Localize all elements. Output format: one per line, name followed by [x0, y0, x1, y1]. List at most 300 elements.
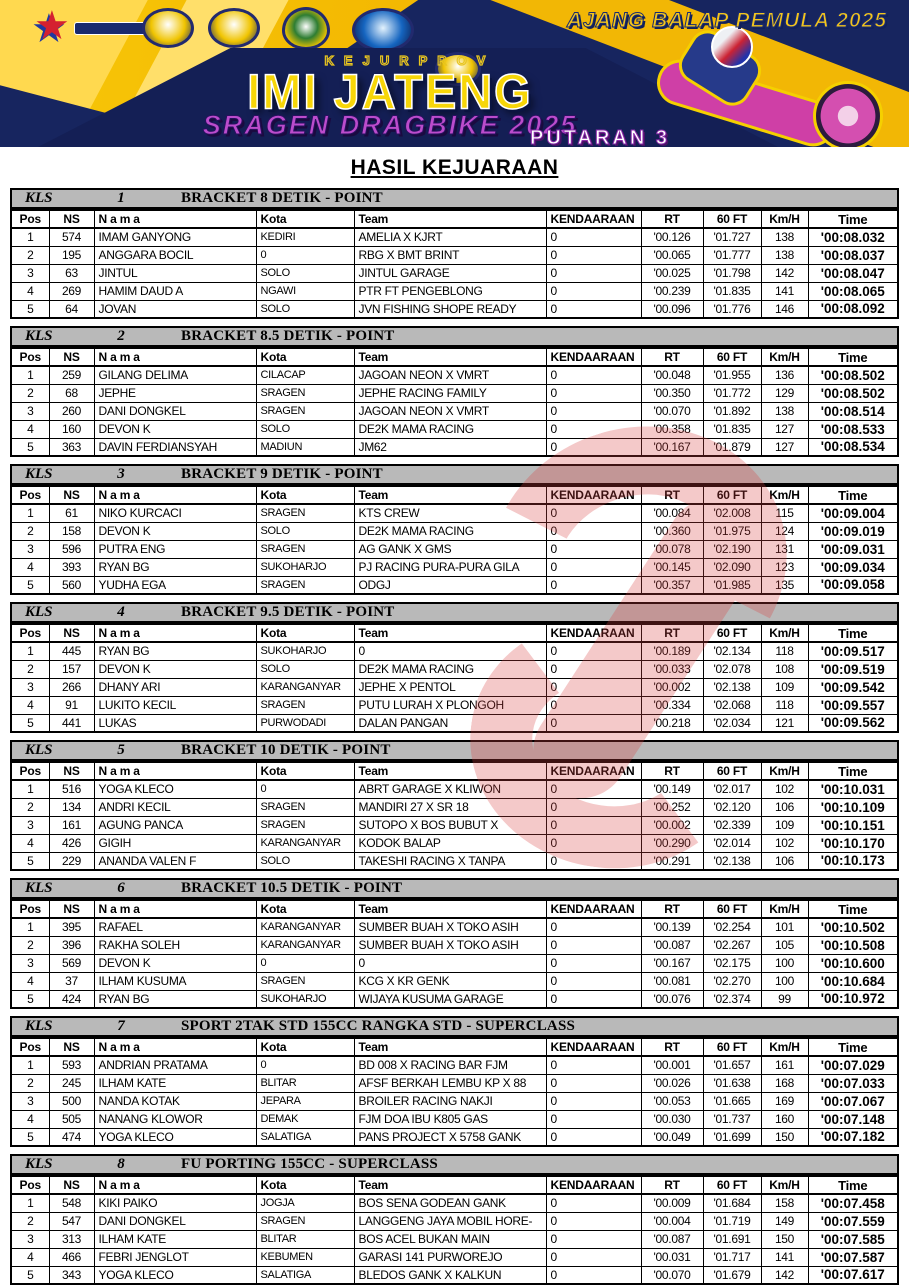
cell-kota: BLITAR: [256, 1074, 354, 1092]
cell-kmh: 127: [761, 420, 808, 438]
cell-kendaraan: 0: [546, 1230, 641, 1248]
cell-time: '00:07.458: [808, 1194, 898, 1212]
result-row: [11, 1056, 898, 1074]
cell-kota: SRAGEN: [256, 696, 354, 714]
cell-rt: '00.252: [641, 798, 703, 816]
cell-nama: RYAN BG: [94, 990, 256, 1008]
cell-time: '00:08.032: [808, 228, 898, 246]
cell-time: '00:07.067: [808, 1092, 898, 1110]
cell-ns: 445: [49, 642, 94, 660]
column-header-nama: N a m a: [94, 900, 256, 918]
column-header-time: Time: [808, 486, 898, 504]
cell-pos: 1: [11, 642, 49, 660]
header-row: [11, 1176, 898, 1194]
cell-pos: 1: [11, 228, 49, 246]
results-table: [10, 623, 899, 733]
cell-time: '00:08.502: [808, 366, 898, 384]
banner-main-title: IMI JATENG: [247, 63, 533, 120]
cell-kendaraan: 0: [546, 972, 641, 990]
result-row: [11, 504, 898, 522]
cell-time: '00:08.533: [808, 420, 898, 438]
cell-ns: 157: [49, 660, 94, 678]
column-header-pos: Pos: [11, 486, 49, 504]
class-header-band: [10, 1154, 899, 1175]
column-header-nama: N a m a: [94, 348, 256, 366]
cell-rt: '00.070: [641, 402, 703, 420]
result-row: [11, 540, 898, 558]
cell-rt: '00.001: [641, 1056, 703, 1074]
cell-team: BD 008 X RACING BAR FJM: [354, 1056, 546, 1074]
cell-kendaraan: 0: [546, 816, 641, 834]
cell-ns: 574: [49, 228, 94, 246]
column-header-kmh: Km/H: [761, 1176, 808, 1194]
cell-team: 0: [354, 642, 546, 660]
cell-pos: 1: [11, 1056, 49, 1074]
result-row: [11, 954, 898, 972]
cell-pos: 1: [11, 1194, 49, 1212]
class-header-band: [10, 326, 899, 347]
cell-time: '00:09.058: [808, 576, 898, 594]
class-kls-label: KLS: [25, 880, 53, 896]
cell-ns: 426: [49, 834, 94, 852]
cell-ns: 245: [49, 1074, 94, 1092]
cell-60ft: '02.190: [703, 540, 761, 558]
cell-ns: 593: [49, 1056, 94, 1074]
cell-ns: 61: [49, 504, 94, 522]
class-title: SPORT 2TAK STD 155CC RANGKA STD - SUPERCLASS: [181, 1018, 576, 1034]
cell-kota: SOLO: [256, 300, 354, 318]
cell-rt: '00.030: [641, 1110, 703, 1128]
cell-nama: JINTUL: [94, 264, 256, 282]
column-header-kmh: Km/H: [761, 1038, 808, 1056]
class-header-band: [10, 602, 899, 623]
results-table: [10, 1037, 899, 1147]
cell-team: BROILER RACING NAKJI: [354, 1092, 546, 1110]
column-header-kendaraan: KENDAARAAN: [546, 486, 641, 504]
column-header-kendaraan: KENDAARAAN: [546, 900, 641, 918]
results-body: [11, 918, 898, 1008]
cell-time: '00:10.109: [808, 798, 898, 816]
header-row: [11, 1038, 898, 1056]
cell-kendaraan: 0: [546, 918, 641, 936]
result-row: [11, 576, 898, 594]
cell-pos: 2: [11, 1212, 49, 1230]
cell-60ft: '02.008: [703, 504, 761, 522]
cell-rt: '00.070: [641, 1266, 703, 1284]
result-row: [11, 228, 898, 246]
cell-kendaraan: 0: [546, 228, 641, 246]
class-number: 8: [117, 1156, 125, 1172]
result-row: [11, 696, 898, 714]
star-logo-icon: ★: [34, 4, 70, 48]
cell-rt: '00.004: [641, 1212, 703, 1230]
cell-team: FJM DOA IBU K805 GAS: [354, 1110, 546, 1128]
cell-pos: 5: [11, 438, 49, 456]
cell-nama: NIKO KURCACI: [94, 504, 256, 522]
cell-ns: 516: [49, 780, 94, 798]
cell-nama: ANGGARA BOCIL: [94, 246, 256, 264]
column-header-team: Team: [354, 762, 546, 780]
class-section: [10, 602, 899, 733]
cell-nama: LUKITO KECIL: [94, 696, 256, 714]
cell-time: '00:08.092: [808, 300, 898, 318]
cell-time: '00:09.004: [808, 504, 898, 522]
cell-rt: '00.291: [641, 852, 703, 870]
cell-kendaraan: 0: [546, 660, 641, 678]
cell-kmh: 141: [761, 1248, 808, 1266]
cell-60ft: '02.339: [703, 816, 761, 834]
cell-ns: 313: [49, 1230, 94, 1248]
cell-time: '00:07.029: [808, 1056, 898, 1074]
column-header-rt: RT: [641, 210, 703, 228]
cell-time: '00:07.559: [808, 1212, 898, 1230]
cell-nama: ANDRI KECIL: [94, 798, 256, 816]
cell-kendaraan: 0: [546, 282, 641, 300]
cell-60ft: '01.985: [703, 576, 761, 594]
cell-pos: 3: [11, 816, 49, 834]
column-header-60ft: 60 FT: [703, 900, 761, 918]
cell-kota: SRAGEN: [256, 402, 354, 420]
banner-series: KEJURPROV: [324, 53, 496, 68]
cell-kmh: 118: [761, 696, 808, 714]
cell-rt: '00.149: [641, 780, 703, 798]
cell-nama: RYAN BG: [94, 558, 256, 576]
class-kls-label: KLS: [25, 1156, 53, 1172]
cell-pos: 5: [11, 576, 49, 594]
column-header-kmh: Km/H: [761, 900, 808, 918]
cell-team: SUMBER BUAH X TOKO ASIH: [354, 918, 546, 936]
column-header-rt: RT: [641, 762, 703, 780]
column-header-60ft: 60 FT: [703, 210, 761, 228]
cell-time: '00:07.587: [808, 1248, 898, 1266]
cell-team: KTS CREW: [354, 504, 546, 522]
cell-kota: 0: [256, 954, 354, 972]
cell-team: DE2K MAMA RACING: [354, 420, 546, 438]
cell-kmh: 108: [761, 660, 808, 678]
cell-ns: 158: [49, 522, 94, 540]
result-row: [11, 438, 898, 456]
cell-kendaraan: 0: [546, 1074, 641, 1092]
shield-badge-icon: [282, 7, 330, 50]
cell-time: '00:07.033: [808, 1074, 898, 1092]
cell-60ft: '01.665: [703, 1092, 761, 1110]
cell-team: DALAN PANGAN: [354, 714, 546, 732]
cell-kendaraan: 0: [546, 246, 641, 264]
result-row: [11, 1092, 898, 1110]
cell-60ft: '01.691: [703, 1230, 761, 1248]
cell-ns: 91: [49, 696, 94, 714]
cell-nama: YOGA KLECO: [94, 1128, 256, 1146]
result-row: [11, 816, 898, 834]
class-title: BRACKET 10 DETIK - POINT: [181, 742, 391, 758]
column-header-team: Team: [354, 900, 546, 918]
cell-ns: 134: [49, 798, 94, 816]
cell-pos: 1: [11, 504, 49, 522]
cell-ns: 68: [49, 384, 94, 402]
result-row: [11, 282, 898, 300]
cell-60ft: '02.134: [703, 642, 761, 660]
result-row: [11, 366, 898, 384]
cell-rt: '00.218: [641, 714, 703, 732]
cell-time: '00:07.585: [808, 1230, 898, 1248]
column-header-kendaraan: KENDAARAAN: [546, 348, 641, 366]
column-header-kota: Kota: [256, 1176, 354, 1194]
cell-kmh: 158: [761, 1194, 808, 1212]
cell-time: '00:09.542: [808, 678, 898, 696]
cell-kota: SOLO: [256, 852, 354, 870]
result-row: [11, 1212, 898, 1230]
column-header-time: Time: [808, 1176, 898, 1194]
cell-ns: 560: [49, 576, 94, 594]
class-header-band: [10, 740, 899, 761]
cell-60ft: '02.138: [703, 852, 761, 870]
cell-time: '00:08.037: [808, 246, 898, 264]
cell-60ft: '01.892: [703, 402, 761, 420]
cell-60ft: '02.175: [703, 954, 761, 972]
results-body: [11, 1056, 898, 1146]
cell-team: JAGOAN NEON X VMRT: [354, 402, 546, 420]
class-header-band: [10, 878, 899, 899]
cell-kmh: 146: [761, 300, 808, 318]
cell-ns: 395: [49, 918, 94, 936]
column-header-time: Time: [808, 210, 898, 228]
cell-kendaraan: 0: [546, 576, 641, 594]
cell-kota: SOLO: [256, 420, 354, 438]
class-number: 1: [117, 190, 125, 206]
cell-rt: '00.081: [641, 972, 703, 990]
cell-ns: 37: [49, 972, 94, 990]
cell-time: '00:09.031: [808, 540, 898, 558]
cell-team: JVN FISHING SHOPE READY: [354, 300, 546, 318]
cell-60ft: '01.657: [703, 1056, 761, 1074]
cell-ns: 424: [49, 990, 94, 1008]
class-number: 2: [117, 328, 125, 344]
cell-rt: '00.002: [641, 678, 703, 696]
class-section: [10, 1016, 899, 1147]
cell-60ft: '02.267: [703, 936, 761, 954]
cell-nama: RYAN BG: [94, 642, 256, 660]
cell-kendaraan: 0: [546, 402, 641, 420]
result-row: [11, 1074, 898, 1092]
cell-kendaraan: 0: [546, 438, 641, 456]
cell-nama: DANI DONGKEL: [94, 402, 256, 420]
cell-pos: 2: [11, 246, 49, 264]
cell-kendaraan: 0: [546, 642, 641, 660]
cell-team: JM62: [354, 438, 546, 456]
results-body: [11, 228, 898, 318]
class-title: BRACKET 9 DETIK - POINT: [181, 466, 383, 482]
cell-pos: 5: [11, 1266, 49, 1284]
cell-team: WIJAYA KUSUMA GARAGE: [354, 990, 546, 1008]
class-number: 5: [117, 742, 125, 758]
result-row: [11, 660, 898, 678]
cell-team: MANDIRI 27 X SR 18: [354, 798, 546, 816]
cell-pos: 5: [11, 714, 49, 732]
cell-kendaraan: 0: [546, 558, 641, 576]
cell-kota: 0: [256, 246, 354, 264]
cell-nama: YOGA KLECO: [94, 1266, 256, 1284]
cell-nama: ANANDA VALEN F: [94, 852, 256, 870]
results-tables: [0, 188, 909, 1285]
cell-60ft: '01.798: [703, 264, 761, 282]
results-table: [10, 1175, 899, 1285]
cell-time: '00:07.182: [808, 1128, 898, 1146]
column-header-nama: N a m a: [94, 210, 256, 228]
column-header-60ft: 60 FT: [703, 624, 761, 642]
cell-nama: AGUNG PANCA: [94, 816, 256, 834]
cell-kota: SOLO: [256, 264, 354, 282]
cell-rt: '00.350: [641, 384, 703, 402]
cell-kendaraan: 0: [546, 504, 641, 522]
cell-kota: KARANGANYAR: [256, 678, 354, 696]
cell-ns: 393: [49, 558, 94, 576]
cell-kota: CILACAP: [256, 366, 354, 384]
cell-rt: '00.002: [641, 816, 703, 834]
cell-time: '00:10.151: [808, 816, 898, 834]
cell-team: KCG X KR GENK: [354, 972, 546, 990]
cell-kmh: 121: [761, 714, 808, 732]
cell-ns: 229: [49, 852, 94, 870]
cell-ns: 474: [49, 1128, 94, 1146]
cell-60ft: '01.737: [703, 1110, 761, 1128]
column-header-kmh: Km/H: [761, 210, 808, 228]
cell-kota: SALATIGA: [256, 1128, 354, 1146]
cell-kota: SRAGEN: [256, 576, 354, 594]
cell-kmh: 135: [761, 576, 808, 594]
cell-60ft: '01.879: [703, 438, 761, 456]
column-header-team: Team: [354, 348, 546, 366]
cell-kendaraan: 0: [546, 714, 641, 732]
cell-pos: 3: [11, 402, 49, 420]
column-header-pos: Pos: [11, 1176, 49, 1194]
cell-pos: 5: [11, 300, 49, 318]
cell-ns: 195: [49, 246, 94, 264]
cell-rt: '00.053: [641, 1092, 703, 1110]
banner-tagline: AJANG BALAP PEMULA 2025: [566, 9, 887, 32]
cell-team: AMELIA X KJRT: [354, 228, 546, 246]
cell-pos: 5: [11, 990, 49, 1008]
cell-nama: DAVIN FERDIANSYAH: [94, 438, 256, 456]
cell-team: LANGGENG JAYA MOBIL HORE-: [354, 1212, 546, 1230]
header-row: [11, 348, 898, 366]
cell-pos: 4: [11, 1248, 49, 1266]
column-header-kmh: Km/H: [761, 348, 808, 366]
cell-kendaraan: 0: [546, 1194, 641, 1212]
cell-kota: PURWODADI: [256, 714, 354, 732]
class-title: BRACKET 8.5 DETIK - POINT: [181, 328, 395, 344]
column-header-ns: NS: [49, 348, 94, 366]
cell-rt: '00.126: [641, 228, 703, 246]
cell-pos: 4: [11, 558, 49, 576]
column-header-team: Team: [354, 1038, 546, 1056]
class-section: [10, 740, 899, 871]
cell-ns: 396: [49, 936, 94, 954]
cell-nama: LUKAS: [94, 714, 256, 732]
cell-kota: MADIUN: [256, 438, 354, 456]
cell-kmh: 102: [761, 834, 808, 852]
cell-time: '00:10.502: [808, 918, 898, 936]
cell-kendaraan: 0: [546, 1248, 641, 1266]
cell-rt: '00.358: [641, 420, 703, 438]
cell-time: '00:09.519: [808, 660, 898, 678]
results-table: [10, 761, 899, 871]
cell-time: '00:09.562: [808, 714, 898, 732]
cell-pos: 4: [11, 834, 49, 852]
result-row: [11, 264, 898, 282]
result-row: [11, 300, 898, 318]
class-section: [10, 326, 899, 457]
result-row: [11, 990, 898, 1008]
cell-rt: '00.360: [641, 522, 703, 540]
column-header-time: Time: [808, 1038, 898, 1056]
cell-nama: NANANG KLOWOR: [94, 1110, 256, 1128]
cell-time: '00:08.065: [808, 282, 898, 300]
cell-kmh: 106: [761, 852, 808, 870]
cell-kendaraan: 0: [546, 384, 641, 402]
column-header-team: Team: [354, 624, 546, 642]
cell-time: '00:09.034: [808, 558, 898, 576]
class-section: [10, 878, 899, 1009]
column-header-kmh: Km/H: [761, 486, 808, 504]
cell-team: BLEDOS GANK X KALKUN: [354, 1266, 546, 1284]
cell-60ft: '02.017: [703, 780, 761, 798]
column-header-kota: Kota: [256, 210, 354, 228]
cell-pos: 3: [11, 264, 49, 282]
cell-kota: SUKOHARJO: [256, 642, 354, 660]
class-header-band: [10, 188, 899, 209]
cell-kota: SOLO: [256, 522, 354, 540]
cell-60ft: '01.776: [703, 300, 761, 318]
cell-kmh: 99: [761, 990, 808, 1008]
cell-pos: 2: [11, 660, 49, 678]
cell-rt: '00.290: [641, 834, 703, 852]
cell-rt: '00.357: [641, 576, 703, 594]
cell-team: BOS SENA GODEAN GANK: [354, 1194, 546, 1212]
cell-60ft: '02.034: [703, 714, 761, 732]
column-header-kendaraan: KENDAARAAN: [546, 1038, 641, 1056]
cell-ns: 64: [49, 300, 94, 318]
cell-pos: 1: [11, 366, 49, 384]
cell-kmh: 100: [761, 972, 808, 990]
cell-nama: RAKHA SOLEH: [94, 936, 256, 954]
class-kls-label: KLS: [25, 1018, 53, 1034]
cell-nama: DEVON K: [94, 420, 256, 438]
header-row: [11, 900, 898, 918]
column-header-60ft: 60 FT: [703, 348, 761, 366]
column-header-pos: Pos: [11, 624, 49, 642]
cell-kendaraan: 0: [546, 696, 641, 714]
class-title: BRACKET 8 DETIK - POINT: [181, 190, 383, 206]
cell-pos: 4: [11, 282, 49, 300]
cell-team: JINTUL GARAGE: [354, 264, 546, 282]
result-row: [11, 1110, 898, 1128]
cell-kendaraan: 0: [546, 366, 641, 384]
cell-rt: '00.189: [641, 642, 703, 660]
cell-kmh: 123: [761, 558, 808, 576]
cell-pos: 2: [11, 384, 49, 402]
cell-ns: 548: [49, 1194, 94, 1212]
column-header-team: Team: [354, 486, 546, 504]
cell-kmh: 149: [761, 1212, 808, 1230]
class-kls-label: KLS: [25, 742, 53, 758]
column-header-pos: Pos: [11, 210, 49, 228]
cell-rt: '00.078: [641, 540, 703, 558]
cell-time: '00:08.514: [808, 402, 898, 420]
cell-kendaraan: 0: [546, 1110, 641, 1128]
results-body: [11, 1194, 898, 1284]
cell-kota: DEMAK: [256, 1110, 354, 1128]
cell-rt: '00.048: [641, 366, 703, 384]
